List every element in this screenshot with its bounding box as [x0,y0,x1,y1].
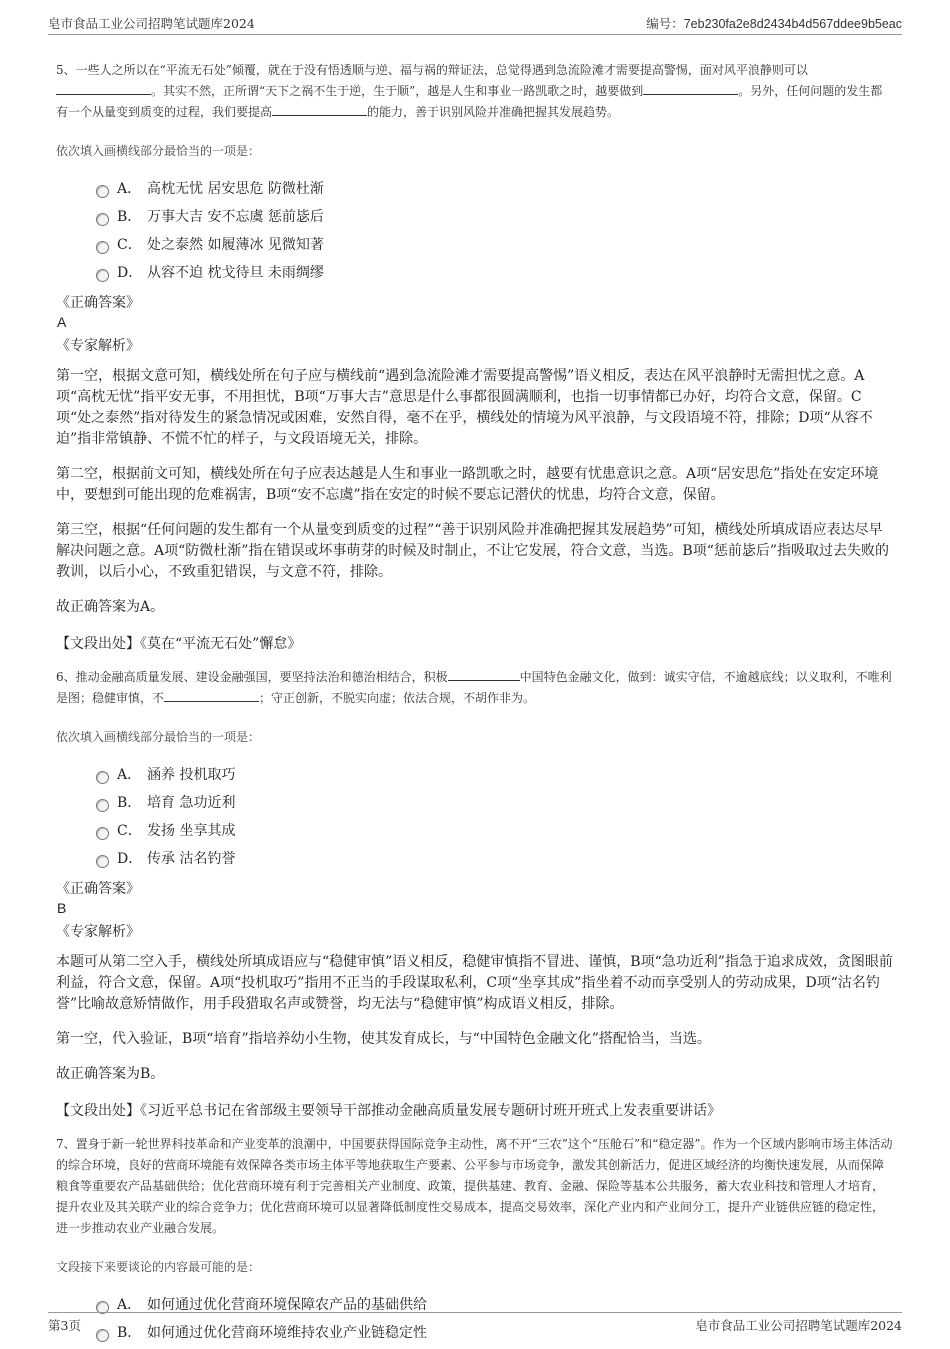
question-6-options [96,763,894,875]
radio-button[interactable] [96,771,109,784]
header-title: 皂市食品工业公司招聘笔试题库2024 [48,16,255,31]
option-a[interactable]: A． 高枕无忧 居安思危 防微杜渐 [96,177,894,205]
radio-button[interactable] [96,827,109,840]
answer-value: B [57,900,67,916]
radio-button[interactable] [96,185,109,198]
question-6-text: 6、推动金融高质量发展、建设金融强国，要坚持法治和德治相结合，积极 中国特色金融文化，做到：诚实守信，不逾越底线；以义取利，不唯利是图；稳健审慎，不 ；守正创新，不脱实向虚；依法合规，不胡作非为。 [56,670,892,705]
analysis-label: 《专家解析》 [56,338,140,354]
analysis-paragraph: 第二空，根据前文可知，横线处所在句子应表达越是人生和事业一路凯歌之时，越要有忧患意识之意。A项“居安思危”指处在安定环境中，要想到可能出现的危难祸害，B项“安不忘虞”指在安定的时候不要忘记潜伏的忧患，均符合文意，保留。 [56,466,879,503]
answer-label: 《正确答案》 [56,881,140,897]
page-number: 第3页 [48,1318,81,1333]
option-a[interactable]: A． 如何通过优化营商环境保障农产品的基础供给 [96,1293,894,1321]
answer-label: 《正确答案》 [56,295,140,311]
option-b[interactable]: B． 培育 急功近利 [96,791,894,819]
question-5-text: 5、一些人之所以在“平流无石处”倾覆，就在于没有悟透顺与逆、福与祸的辩证法，总觉得遇到急流险滩才需要提高警惕，面对风平浪静则可以。其实不然，正所谓“天下之祸不生于逆，生于顺”，越是人生和事业一路凯歌之时，越要做到 。另外，任何问题的发生都有一个从量变到质变的过程，我们要提高 的能力，善于识别风险并准确把握其发展趋势。 [56,63,883,119]
option-c[interactable]: C． 发扬 坐享其成 [96,819,894,847]
option-d[interactable]: D． 从容不迫 枕戈待旦 未雨绸缪 [96,261,894,289]
question-6-prompt: 依次填入画横线部分最恰当的一项是： [56,730,261,744]
footer-title: 皂市食品工业公司招聘笔试题库2024 [695,1318,902,1333]
page-header [48,14,902,35]
analysis-label: 《专家解析》 [56,924,140,940]
question-7-prompt: 文段接下来要谈论的内容最可能的是： [56,1260,261,1274]
analysis-paragraph: 本题可从第二空入手，横线处所填成语应与“稳健审慎”语义相反，稳健审慎指不冒进、谨慎，B项“急功近利”指急于追求成效，贪图眼前利益，符合文意，保留。A项“投机取巧”指用不正当的手段谋取私利，C项“坐享其成”指坐着不动而享受别人的劳动成果，D项“沽名钓誉”比喻故意矫情做作，用手段猎取名声或赞誉，均无法与“稳健审慎”构成语义相反，排除。 [56,954,893,1012]
radio-button[interactable] [96,855,109,868]
blank [56,82,151,95]
analysis-paragraph: 第三空，根据“任何问题的发生都有一个从量变到质变的过程”“善于识别风险并准确把握其发展趋势”可知，横线处所填成语应表达尽早解决问题之意。A项“防微杜渐”指在错误或坏事萌芽的时候及时制止，不让它发展，符合文意，当选。B项“惩前毖后”指吸取过去失败的教训，以后小心，不致重犯错误，与文意不符，排除。 [56,522,890,580]
option-a[interactable]: A． 涵养 投机取巧 [96,763,894,791]
radio-button[interactable] [96,213,109,226]
radio-button[interactable] [96,269,109,282]
blank [272,103,367,116]
analysis-paragraph: 第一空，代入验证，B项“培育”指培养幼小生物，使其发育成长，与“中国特色金融文化”搭配恰当，当选。 [56,1031,711,1047]
page-footer [48,1312,902,1336]
option-b[interactable]: B． 万事大吉 安不忘虞 惩前毖后 [96,205,894,233]
question-5-prompt: 依次填入画横线部分最恰当的一项是： [56,144,261,158]
source-citation: 【文段出处】《莫在“平流无石处”懈怠》 [56,636,302,652]
radio-button[interactable] [96,241,109,254]
analysis-conclusion: 故正确答案为B。 [56,1066,165,1082]
option-d[interactable]: D． 传承 沽名钓誉 [96,847,894,875]
blank [448,668,520,681]
header-code: 编号：7eb230fa2e8d2434b4d567ddee9b5eac [646,17,902,31]
blank [643,82,738,95]
page-content [56,60,894,1349]
question-7-text: 7、置身于新一轮世界科技革命和产业变革的浪潮中，中国要获得国际竞争主动性，离不开“三农”这个“压舱石”和“稳定器”。作为一个区域内影响市场主体活动的综合环境，良好的营商环境能有效保障各类市场主体平等地获取生产要素、公平参与市场竞争，激发其创新活力，促进区域经济的均衡快速发展，从而保障粮食等重要农产品基础供给；优化营商环境有利于完善相关产业制度、政策，提供基建、教育、金融、保险等基本公共服务，蓄大农业科技和管理人才培育，提升农业及其关联产业的综合竞争力；优化营商环境可以显著降低制度性交易成本，提高交易效率，深化产业内和产业间分工，提升产业链供应链的稳定性，进一步推动农业产业融合发展。 [56,1137,893,1235]
blank [164,689,259,702]
question-5-options [96,177,894,289]
option-c[interactable]: C． 处之泰然 如履薄冰 见微知著 [96,233,894,261]
option-b[interactable]: B． 如何通过优化营商环境维持农业产业链稳定性 [96,1321,894,1349]
radio-button[interactable] [96,799,109,812]
source-citation: 【文段出处】《习近平总书记在省部级主要领导干部推动金融高质量发展专题研讨班开班式上发表重要讲话》 [56,1103,721,1119]
answer-value: A [57,314,67,330]
analysis-conclusion: 故正确答案为A。 [56,599,165,615]
analysis-paragraph: 第一空，根据文意可知，横线处所在句子应与横线前“遇到急流险滩才需要提高警惕”语义相反，表达在风平浪静时无需担忧之意。A项“高枕无忧”指平安无事，不用担忧，B项“万事大吉”意思是什么事都很圆满顺利，也指一切事情都已办好，均符合文意，保留。C项“处之泰然”指对待发生的紧急情况或困难，安然自得，毫不在乎，横线处的情境为风平浪静，与文段语境不符，排除；D项“从容不迫”指非常镇静、不慌不忙的样子，与文段语境无关，排除。 [56,368,873,447]
